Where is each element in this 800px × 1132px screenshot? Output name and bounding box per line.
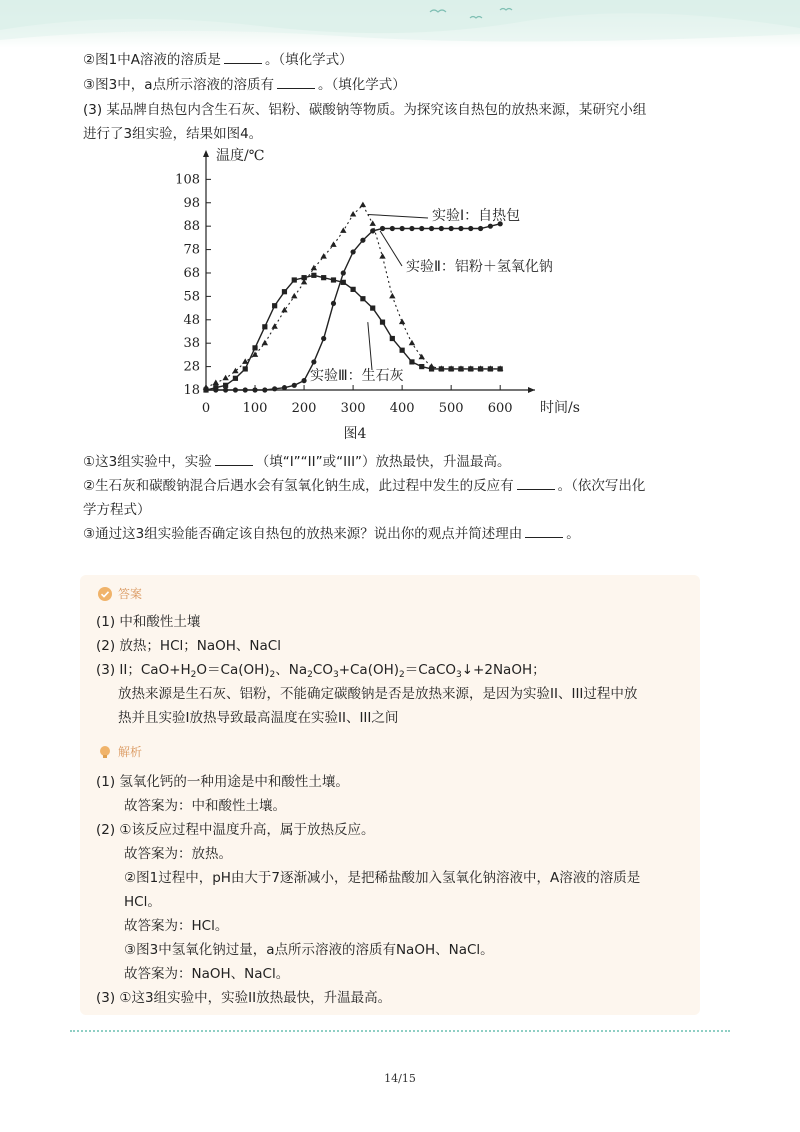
data-point (449, 366, 454, 371)
data-point (252, 387, 257, 392)
data-point (478, 366, 483, 371)
x-axis-label: 时间/s (540, 400, 580, 416)
data-point (301, 378, 306, 383)
y-tick-label: 68 (183, 265, 200, 281)
data-point (331, 277, 336, 282)
formula-subscript: 3 (332, 670, 339, 680)
answer-line-5: 热并且实验I放热导致最高温度在实验II、III之间 (118, 710, 399, 726)
question-2-3: ③图3中，a点所示溶液的溶质有 。（填化学式） (83, 77, 406, 93)
x-tick-label: 300 (340, 401, 366, 416)
legend-leader (368, 214, 428, 218)
data-point (272, 303, 277, 308)
x-tick-label: 200 (291, 401, 317, 416)
formula-subscript: 2 (399, 670, 405, 680)
data-point (370, 220, 376, 226)
data-point (360, 296, 365, 301)
question-3-1: ①这3组实验中，实验 （填“I”“II”或“III”）放热最快，升温最高。 (83, 454, 511, 470)
data-point (272, 386, 277, 391)
answer-panel (80, 575, 700, 1015)
formula-subscript: 2 (307, 670, 313, 680)
data-point (458, 366, 463, 371)
data-point (419, 364, 424, 369)
y-tick-label: 28 (183, 359, 200, 375)
data-point (439, 366, 444, 371)
data-point (321, 336, 326, 341)
answer-line-3: (3) II；$CaO+H_2O=Ca(OH)_2$、$Na_2CO_3+Ca(OH)_2=CaCO_3↓+2NaOH$； (96, 662, 546, 680)
data-point (449, 226, 454, 231)
y-tick-label: 78 (183, 242, 200, 258)
x-tick-label: 100 (242, 401, 268, 416)
x-tick-label: 400 (389, 401, 415, 416)
data-point (311, 265, 317, 271)
analysis-tag: 解析 (118, 745, 143, 759)
y-axis-arrow (203, 150, 209, 157)
formula-subscript: 2 (190, 670, 197, 680)
question-3-2: ②生石灰和碳酸钠混合后遇水会有氢氧化钠生成，此过程中发生的反应有 。（依次写出化 (83, 478, 646, 494)
analysis-line: 故答案为：放热。 (124, 846, 232, 862)
analysis-line: ②图1过程中，pH由大于7逐渐减小，是把稀盐酸加入氢氧化钠溶液中，A溶液的溶质是 (124, 870, 641, 886)
answer-line-1: (1) 中和酸性土壤 (96, 614, 201, 630)
formula-text: O＝Ca(OH) (196, 662, 270, 678)
data-point (390, 226, 395, 231)
analysis-line: 故答案为：中和酸性土壤。 (124, 798, 286, 814)
data-point (389, 293, 395, 299)
data-point (439, 226, 444, 231)
analysis-line: HCl。 (124, 894, 161, 910)
y-tick-label: 108 (175, 172, 200, 188)
answer-line-2: (2) 放热；HCl；NaOH、NaCl (96, 638, 281, 654)
data-point (252, 345, 257, 350)
data-point (350, 287, 355, 292)
formula-subscript: 2 (269, 670, 276, 680)
data-point (498, 366, 503, 371)
analysis-line: (1) 氢氧化钙的一种用途是中和酸性土壤。 (96, 774, 349, 790)
legend-leader (380, 231, 402, 266)
data-point (222, 375, 228, 381)
data-point (478, 226, 483, 231)
x-tick-label: 0 (201, 401, 211, 416)
data-point (370, 228, 375, 233)
data-point (291, 293, 297, 299)
series-line (206, 224, 500, 390)
data-point (262, 340, 268, 346)
data-point (203, 387, 208, 392)
data-point (223, 383, 228, 388)
series-label: 实验Ⅰ：自热包 (432, 208, 521, 224)
data-point (399, 319, 405, 325)
data-point (243, 366, 248, 371)
legend-leader (368, 322, 372, 370)
data-point (341, 280, 346, 285)
data-point (213, 385, 218, 390)
data-point (233, 387, 238, 392)
y-tick-label: 48 (183, 312, 200, 328)
temperature-chart (175, 140, 620, 450)
data-point (213, 379, 219, 385)
data-point (429, 226, 434, 231)
y-tick-label: 98 (183, 195, 200, 211)
check-icon (98, 587, 112, 601)
answer-blank (215, 452, 253, 466)
answer-line-4: 放热来源是生石灰、铝粉，不能确定碳酸钠是否是放热来源，是因为实验II、III过程中放 (118, 686, 638, 702)
question-3-3: ③通过这3组实验能否确定该自热包的放热来源？说出你的观点并简述理由 。 (83, 526, 580, 542)
x-tick-label: 600 (487, 401, 513, 416)
data-point (468, 226, 473, 231)
data-point (350, 249, 355, 254)
data-point (380, 226, 385, 231)
data-point (360, 238, 365, 243)
formula-subscript: 3 (456, 670, 462, 680)
data-point (458, 226, 463, 231)
formula-text: CO (312, 662, 333, 678)
data-point (331, 301, 336, 306)
question-2-2: ②图1中A溶液的溶质是 。（填化学式） (83, 52, 353, 68)
data-point (370, 305, 375, 310)
data-point (282, 385, 287, 390)
series-label: 实验Ⅱ：铝粉＋氢氧化钠 (406, 259, 553, 275)
data-point (330, 241, 336, 247)
data-point (271, 323, 277, 329)
question-3-2-cont: 学方程式） (83, 502, 151, 518)
data-point (468, 366, 473, 371)
data-point (262, 387, 267, 392)
data-point (232, 368, 238, 374)
analysis-line: 故答案为：NaOH、NaCl。 (124, 966, 290, 982)
data-point (488, 366, 493, 371)
data-point (419, 226, 424, 231)
formula-text: 、Na (275, 662, 308, 678)
data-point (379, 253, 385, 259)
answer-blank (525, 524, 563, 538)
data-point (320, 253, 326, 259)
analysis-line: (3) ①这3组实验中，实验II放热最快，升温最高。 (96, 990, 392, 1006)
data-point (409, 340, 415, 346)
data-point (380, 320, 385, 325)
y-tick-label: 18 (183, 383, 200, 398)
data-point (233, 376, 238, 381)
answer-blank (277, 75, 315, 89)
formula-text: ↓+2NaOH； (461, 662, 546, 678)
answer-tag: 答案 (118, 587, 143, 601)
x-tick-label: 500 (438, 401, 464, 416)
data-point (321, 275, 326, 280)
data-point (301, 275, 306, 280)
analysis-line: ③图3中氢氧化钠过量，a点所示溶液的溶质有NaOH、NaCl。 (124, 942, 494, 958)
x-axis-arrow (528, 387, 535, 393)
y-tick-label: 38 (183, 336, 200, 352)
question-3-intro-2: 进行了3组实验，结果如图4。 (83, 126, 263, 142)
data-point (262, 324, 267, 329)
page-number: 14/15 (384, 1072, 416, 1085)
series-line (206, 205, 500, 388)
footer-divider (70, 1030, 730, 1032)
figure-caption: 图4 (343, 426, 367, 442)
formula-text: +Ca(OH) (338, 662, 400, 678)
analysis-line: 故答案为：HCl。 (124, 918, 229, 934)
y-axis-label: 温度/℃ (216, 148, 265, 164)
data-point (311, 359, 316, 364)
y-tick-label: 88 (183, 219, 200, 235)
data-point (311, 273, 316, 278)
data-point (282, 289, 287, 294)
data-point (292, 383, 297, 388)
question-3-intro: (3) 某品牌自热包内含生石灰、铝粉、碳酸钠等物质。为探究该自热包的放热来源，某研究小组 (83, 102, 647, 118)
data-point (488, 224, 493, 229)
data-point (360, 202, 366, 208)
data-point (409, 226, 414, 231)
formula-text: ＝CaCO (404, 662, 457, 678)
analysis-line: (2) ①该反应过程中温度升高，属于放热反应。 (96, 822, 375, 838)
data-point (429, 366, 434, 371)
data-point (390, 336, 395, 341)
data-point (400, 348, 405, 353)
data-point (243, 387, 248, 392)
data-point (400, 226, 405, 231)
data-point (350, 211, 356, 217)
data-point (341, 270, 346, 275)
data-point (292, 277, 297, 282)
series-label: 实验Ⅲ：生石灰 (310, 368, 404, 384)
data-point (409, 359, 414, 364)
answer-blank (517, 476, 555, 490)
data-point (223, 387, 228, 392)
answer-blank (224, 50, 262, 64)
lightbulb-icon (98, 745, 112, 759)
y-tick-label: 58 (183, 289, 200, 305)
